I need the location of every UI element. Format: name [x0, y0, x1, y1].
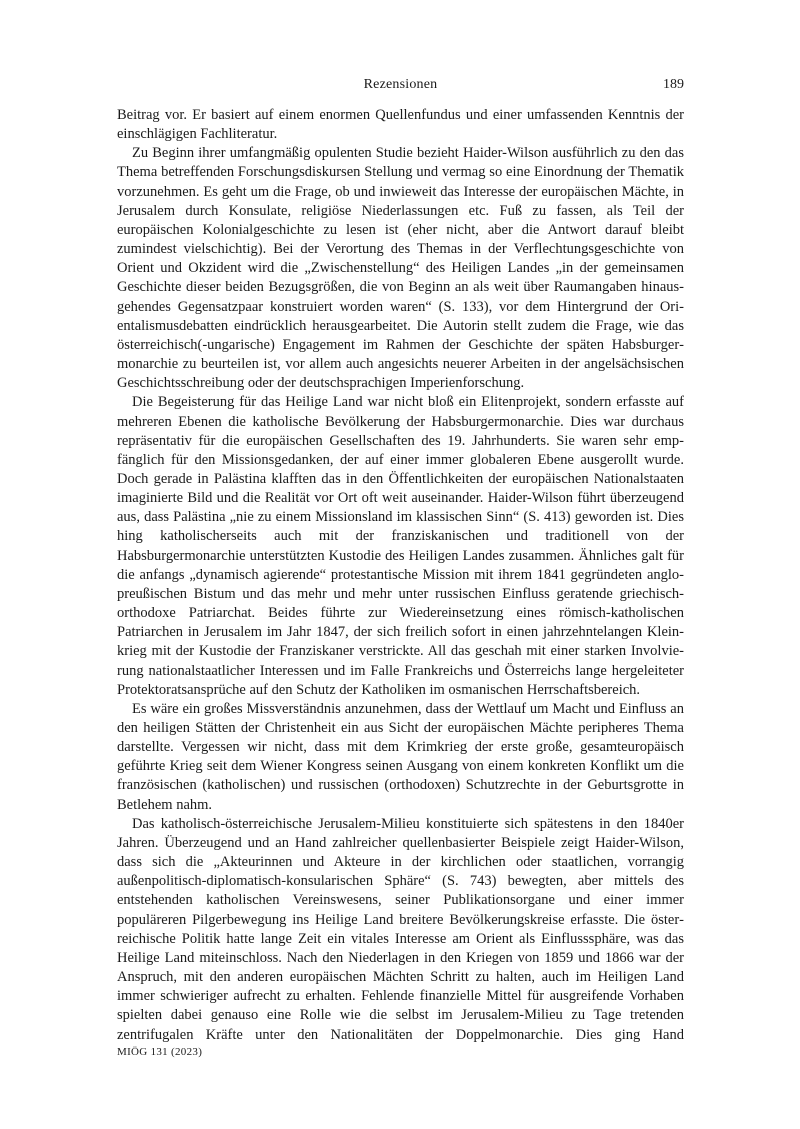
paragraph-jerusalem-milieu: Das katholisch-österreichische Jerusalem-Milieu konstituierte sich spätestens in den 1840er Jahren. Überzeugend und an Hand zahlreicher quellenbasierter Beispiele zeigt Haider-Wilson, dass sich die „Akteurinnen und Akteure in der kirchlichen oder staatlichen, vorrangig außenpolitisch-diplomatisch-konsularischen Sphäre“ (S. 743) bewegten, aber mittels des entstehenden katholischen Vereinswesens, seiner Publikationsorgane und einer immer populäreren Pilgerbewegung ins Heilige Land breitere Bevölkerungskreise erfasste. Die österreichische Politik hatte lange Zeit ein vitales Interesse am Orient als Einflusssphäre, was das Heilige Land miteinschloss. Nach den Niederlagen in den Kriegen von 1859 und 1866 war der Anspruch, mit den anderen europäischen Mächten Schritt zu halten, auch im Heiligen Land immer schwieriger aufrecht zu erhalten. Fehlende finanzielle Mittel für ausgreifende Vorhaben spielten dabei genauso eine Rolle wie die selbst im Jerusalem-Milieu zu Tage tretenden zentrifugalen Kräfte unter den Nationalitäten der Doppelmonarchie. Dies ging Hand [117, 815, 684, 1043]
paragraph-holy-land-enthusiasm: Die Begeisterung für das Heilige Land war nicht bloß ein Elitenprojekt, sondern erfasste auf mehreren Ebenen die katholische Bevölkerung der Habsburgermonarchie. Dies war durchaus repräsentativ für die europäischen Gesellschaften des 19. Jahrhunderts. Sie waren sehr empfänglich für den Missionsgedanken, der auf einer immer globaleren Ebene ausgerollt wurde. Doch gerade in Palästina klafften das in den Öffentlichkeiten der europäischen Nationalstaaten imaginierte Bild und die Realität vor Ort oft weit auseinander. Haider-Wilson führt überzeugend aus, dass Palästina „nie zu einem Missionsland im klassischen Sinn“ (S. 413) geworden ist. Dies hing katholischerseits auch mit der franziskanischen und traditionell von der Habsburgermonarchie unterstützten Kustodie des Heiligen Landes zusammen. Ähnliches galt für die anfangs „dynamisch agierende“ protestantische Mission mit ihrem 1841 gegründeten anglo-preußischen Bistum und das mehr und mehr unter russischen Einfluss geratende griechisch-orthodoxe Patriarchat. Beides führte zur Wiedereinsetzung eines römisch-katholischen Patriarchen in Jerusalem im Jahr 1847, der sich freilich sofort in einen jahrzehntelangen Kleinkrieg mit der Kustodie der Franziskaner verstrickte. All das geschah mit einer starken Involvierung nationalstaatlicher Interessen und im Falle Frankreichs und Österreichs lange hergeleiteter Protektoratsansprüche auf den Schutz der Katholiken im osmanischen Herrschaftsbereich. [117, 394, 684, 698]
paragraph-research-discourse: Zu Beginn ihrer umfangmäßig opulenten Studie bezieht Haider-Wilson ausführlich zu den das Thema betreffenden Forschungsdiskursen Stellung und vermag so eine Einordnung der Thematik vorzunehmen. Es geht um die Frage, ob und inwieweit das Interesse der europäischen Mächte, in Jerusalem durch Konsulate, religiöse Niederlassungen etc. Fuß zu fassen, als Teil der europäischen Kolonialgeschichte zu lesen ist (eher nicht, aber die Antwort darauf bleibt zumindest vielschichtig). Bei der Verortung des Themas in der Verflechtungsgeschichte von Orient und Okzident wird die „Zwischenstellung“ des Heiligen Landes „in der gemeinsamen Geschichte dieser beiden Bezugsgrößen, die von Beginn an als weit über Raumangaben hinausgehendes Gegensatzpaar konstruiert worden waren“ (S. 133), vor dem Hintergrund der Orientalismusdebatten eindrücklich herausgearbeitet. Die Autorin stellt zudem die Frage, wie das österreichisch(-ungarische) Engagement im Rahmen der Geschichte der späten Habsburgermonarchie zu beurteilen ist, vor allem auch angesichts neuerer Arbeiten in der angelsächsischen Geschichtsschreibung oder der deutschsprachigen Imperienforschung. [117, 145, 684, 392]
paragraph-crimean-war: Es wäre ein großes Missverständnis anzunehmen, dass der Wettlauf um Macht und Einfluss an den heiligen Stätten der Christenheit ein aus Sicht der europäischen Mächte peripheres Thema darstellte. Vergessen wir nicht, dass mit dem Krimkrieg der erste große, gesamteuropäisch geführte Krieg seit dem Wiener Kongress seinen Ausgang von einem konkreten Konflikt um die französischen (katholischen) und russischen (orthodoxen) Schutzrechte in der Geburtsgrotte in Betlehem nahm. [117, 700, 684, 813]
body-text [117, 106, 684, 1045]
page-header [117, 77, 684, 97]
page-number: 189 [663, 77, 684, 92]
journal-footer: MIÖG 131 (2023) [117, 1046, 203, 1058]
running-head: Rezensionen [363, 77, 438, 92]
paragraph-continuation: Beitrag vor. Er basiert auf einem enormen Quellenfundus und einer umfassenden Kenntnis der einschlägigen Fachliteratur. [117, 107, 684, 143]
